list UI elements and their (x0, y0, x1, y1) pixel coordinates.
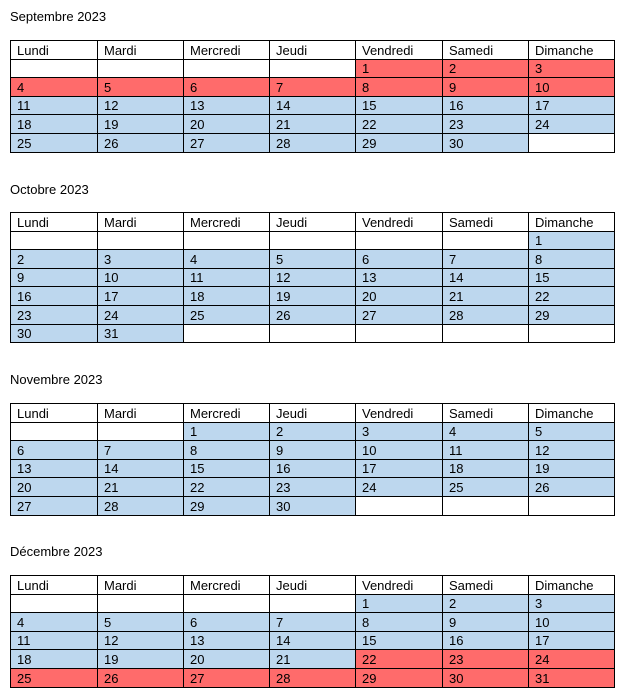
weekday-header: Mercredi (184, 404, 270, 423)
weekday-header: Samedi (443, 576, 529, 595)
day-cell: 15 (184, 459, 270, 478)
day-cell: 18 (443, 459, 529, 478)
day-cell: 21 (270, 650, 356, 669)
day-cell: 1 (184, 422, 270, 441)
day-cell: 27 (11, 496, 98, 515)
day-cell: 6 (11, 441, 98, 460)
day-cell: 29 (356, 133, 443, 152)
day-cell: 23 (11, 305, 98, 324)
day-cell: 6 (356, 250, 443, 269)
week-row (11, 496, 615, 515)
empty-day-cell (529, 496, 615, 515)
day-cell: 10 (529, 78, 615, 97)
day-cell: 16 (270, 459, 356, 478)
day-cell: 19 (98, 115, 184, 134)
week-row (11, 305, 615, 324)
day-cell: 3 (356, 422, 443, 441)
day-cell: 10 (356, 441, 443, 460)
day-cell: 7 (270, 78, 356, 97)
empty-day-cell (11, 231, 98, 250)
day-cell: 29 (356, 668, 443, 687)
day-cell: 26 (529, 478, 615, 497)
day-cell: 1 (356, 594, 443, 613)
day-cell: 14 (270, 631, 356, 650)
month-title: Décembre 2023 (10, 544, 103, 559)
day-cell: 8 (529, 250, 615, 269)
day-cell: 14 (98, 459, 184, 478)
empty-day-cell (443, 496, 529, 515)
empty-day-cell (98, 231, 184, 250)
day-cell: 21 (443, 287, 529, 306)
weekday-header: Samedi (443, 404, 529, 423)
empty-day-cell (356, 231, 443, 250)
day-cell: 12 (98, 96, 184, 115)
weekday-header: Vendredi (356, 404, 443, 423)
day-cell: 18 (184, 287, 270, 306)
day-cell: 16 (443, 631, 529, 650)
empty-day-cell (270, 324, 356, 343)
week-row (11, 115, 615, 134)
day-cell: 2 (443, 59, 529, 78)
day-cell: 13 (184, 631, 270, 650)
empty-day-cell (529, 324, 615, 343)
week-row (11, 250, 615, 269)
weekday-header: Jeudi (270, 404, 356, 423)
weekday-header: Vendredi (356, 576, 443, 595)
day-cell: 18 (11, 115, 98, 134)
day-cell: 15 (529, 268, 615, 287)
empty-day-cell (270, 231, 356, 250)
day-cell: 25 (443, 478, 529, 497)
day-cell: 20 (184, 650, 270, 669)
day-cell: 16 (11, 287, 98, 306)
weekday-header: Lundi (11, 404, 98, 423)
week-row (11, 613, 615, 632)
day-cell: 21 (98, 478, 184, 497)
weekday-header: Lundi (11, 213, 98, 232)
day-cell: 22 (356, 650, 443, 669)
empty-day-cell (11, 594, 98, 613)
day-cell: 24 (529, 115, 615, 134)
day-cell: 19 (98, 650, 184, 669)
day-cell: 23 (443, 650, 529, 669)
day-cell: 14 (443, 268, 529, 287)
weekday-header: Jeudi (270, 576, 356, 595)
empty-day-cell (356, 324, 443, 343)
weekday-header: Mercredi (184, 213, 270, 232)
day-cell: 19 (270, 287, 356, 306)
day-cell: 12 (270, 268, 356, 287)
weekday-header: Lundi (11, 41, 98, 60)
weekday-header: Mercredi (184, 576, 270, 595)
day-cell: 28 (270, 133, 356, 152)
weekday-header: Mercredi (184, 41, 270, 60)
weekday-header: Mardi (98, 41, 184, 60)
day-cell: 9 (443, 613, 529, 632)
empty-day-cell (443, 324, 529, 343)
weekday-header: Dimanche (529, 213, 615, 232)
empty-day-cell (184, 594, 270, 613)
empty-day-cell (11, 422, 98, 441)
month-title: Novembre 2023 (10, 372, 103, 387)
week-row (11, 133, 615, 152)
weekday-header-row (11, 41, 615, 60)
week-row (11, 422, 615, 441)
week-row (11, 459, 615, 478)
calendar-table (10, 575, 615, 688)
day-cell: 20 (184, 115, 270, 134)
day-cell: 26 (98, 668, 184, 687)
weekday-header: Mardi (98, 213, 184, 232)
week-row (11, 631, 615, 650)
day-cell: 17 (98, 287, 184, 306)
day-cell: 4 (11, 78, 98, 97)
month-title: Septembre 2023 (10, 9, 107, 24)
day-cell: 11 (184, 268, 270, 287)
day-cell: 26 (98, 133, 184, 152)
empty-day-cell (98, 59, 184, 78)
day-cell: 25 (11, 668, 98, 687)
day-cell: 4 (11, 613, 98, 632)
day-cell: 30 (443, 668, 529, 687)
day-cell: 16 (443, 96, 529, 115)
day-cell: 24 (356, 478, 443, 497)
weekday-header: Samedi (443, 213, 529, 232)
day-cell: 13 (184, 96, 270, 115)
weekday-header-row (11, 576, 615, 595)
weekday-header: Lundi (11, 576, 98, 595)
day-cell: 17 (529, 96, 615, 115)
day-cell: 28 (98, 496, 184, 515)
empty-day-cell (356, 496, 443, 515)
weekday-header: Dimanche (529, 576, 615, 595)
day-cell: 9 (270, 441, 356, 460)
day-cell: 6 (184, 78, 270, 97)
weekday-header: Dimanche (529, 41, 615, 60)
day-cell: 30 (11, 324, 98, 343)
day-cell: 23 (270, 478, 356, 497)
day-cell: 29 (184, 496, 270, 515)
day-cell: 5 (98, 78, 184, 97)
day-cell: 30 (270, 496, 356, 515)
day-cell: 14 (270, 96, 356, 115)
day-cell: 23 (443, 115, 529, 134)
day-cell: 7 (98, 441, 184, 460)
day-cell: 20 (11, 478, 98, 497)
day-cell: 25 (11, 133, 98, 152)
day-cell: 1 (529, 231, 615, 250)
weekday-header: Mardi (98, 576, 184, 595)
day-cell: 4 (443, 422, 529, 441)
day-cell: 17 (356, 459, 443, 478)
day-cell: 19 (529, 459, 615, 478)
day-cell: 11 (11, 96, 98, 115)
weekday-header: Vendredi (356, 213, 443, 232)
calendar-table (10, 403, 615, 516)
weekday-header: Samedi (443, 41, 529, 60)
day-cell: 8 (356, 613, 443, 632)
day-cell: 18 (11, 650, 98, 669)
week-row (11, 324, 615, 343)
day-cell: 5 (98, 613, 184, 632)
day-cell: 17 (529, 631, 615, 650)
day-cell: 2 (270, 422, 356, 441)
day-cell: 5 (270, 250, 356, 269)
day-cell: 15 (356, 96, 443, 115)
empty-day-cell (184, 231, 270, 250)
week-row (11, 594, 615, 613)
weekday-header: Jeudi (270, 213, 356, 232)
day-cell: 10 (98, 268, 184, 287)
week-row (11, 478, 615, 497)
day-cell: 29 (529, 305, 615, 324)
calendar-table (10, 212, 615, 343)
weekday-header-row (11, 213, 615, 232)
day-cell: 7 (270, 613, 356, 632)
day-cell: 10 (529, 613, 615, 632)
day-cell: 1 (356, 59, 443, 78)
day-cell: 9 (443, 78, 529, 97)
day-cell: 26 (270, 305, 356, 324)
weekday-header-row (11, 404, 615, 423)
day-cell: 28 (443, 305, 529, 324)
day-cell: 22 (356, 115, 443, 134)
day-cell: 24 (529, 650, 615, 669)
day-cell: 2 (443, 594, 529, 613)
week-row (11, 650, 615, 669)
week-row (11, 96, 615, 115)
empty-day-cell (184, 324, 270, 343)
weekday-header: Mardi (98, 404, 184, 423)
day-cell: 6 (184, 613, 270, 632)
day-cell: 2 (11, 250, 98, 269)
empty-day-cell (270, 59, 356, 78)
day-cell: 27 (184, 668, 270, 687)
empty-day-cell (270, 594, 356, 613)
weekday-header: Jeudi (270, 41, 356, 60)
week-row (11, 287, 615, 306)
day-cell: 13 (356, 268, 443, 287)
day-cell: 24 (98, 305, 184, 324)
empty-day-cell (98, 594, 184, 613)
empty-day-cell (529, 133, 615, 152)
day-cell: 11 (11, 631, 98, 650)
month-title: Octobre 2023 (10, 182, 89, 197)
weekday-header: Dimanche (529, 404, 615, 423)
day-cell: 27 (356, 305, 443, 324)
empty-day-cell (11, 59, 98, 78)
day-cell: 15 (356, 631, 443, 650)
week-row (11, 78, 615, 97)
day-cell: 31 (98, 324, 184, 343)
weekday-header: Vendredi (356, 41, 443, 60)
week-row (11, 441, 615, 460)
day-cell: 3 (98, 250, 184, 269)
day-cell: 11 (443, 441, 529, 460)
day-cell: 22 (529, 287, 615, 306)
day-cell: 21 (270, 115, 356, 134)
day-cell: 13 (11, 459, 98, 478)
week-row (11, 268, 615, 287)
day-cell: 7 (443, 250, 529, 269)
day-cell: 12 (529, 441, 615, 460)
day-cell: 8 (356, 78, 443, 97)
empty-day-cell (184, 59, 270, 78)
day-cell: 12 (98, 631, 184, 650)
day-cell: 9 (11, 268, 98, 287)
day-cell: 3 (529, 59, 615, 78)
day-cell: 20 (356, 287, 443, 306)
day-cell: 31 (529, 668, 615, 687)
day-cell: 25 (184, 305, 270, 324)
empty-day-cell (98, 422, 184, 441)
day-cell: 8 (184, 441, 270, 460)
day-cell: 4 (184, 250, 270, 269)
day-cell: 5 (529, 422, 615, 441)
week-row (11, 668, 615, 687)
day-cell: 3 (529, 594, 615, 613)
empty-day-cell (443, 231, 529, 250)
calendar-table (10, 40, 615, 153)
day-cell: 30 (443, 133, 529, 152)
day-cell: 27 (184, 133, 270, 152)
week-row (11, 59, 615, 78)
day-cell: 28 (270, 668, 356, 687)
week-row (11, 231, 615, 250)
day-cell: 22 (184, 478, 270, 497)
